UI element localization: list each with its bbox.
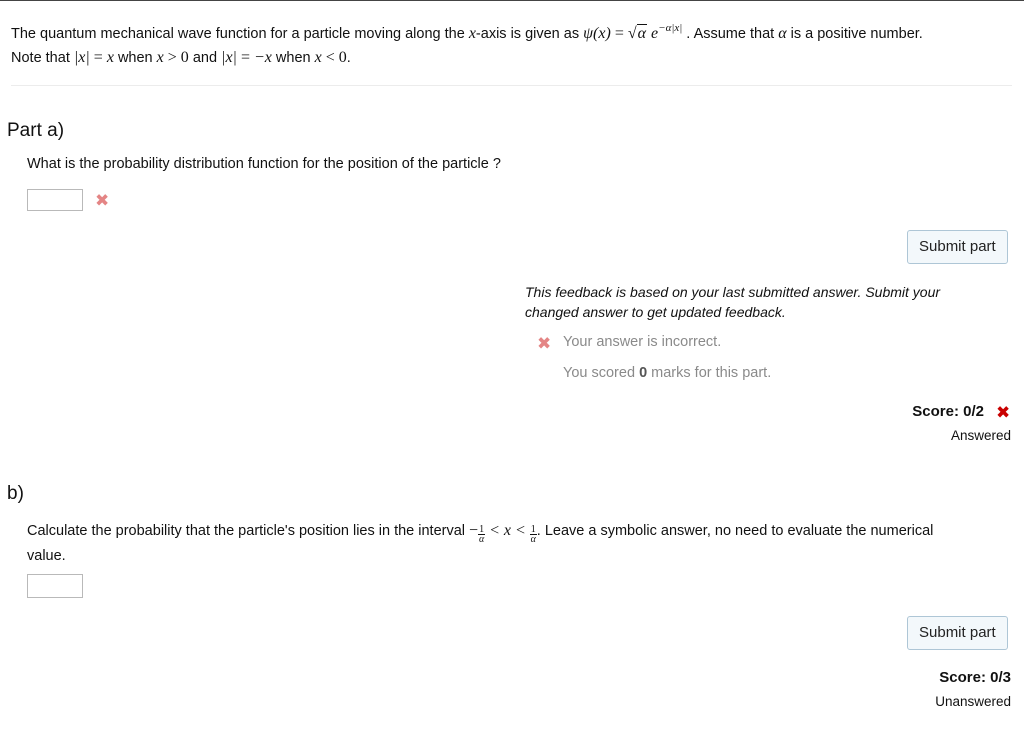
statement-line-2: Note that |x| = x when x > 0 and |x| = −x when x < 0. [11, 49, 351, 66]
part-b-submit-button[interactable]: Submit part [907, 616, 1008, 650]
marks-value: 0 [639, 365, 648, 381]
question-statement [11, 17, 1011, 70]
part-a-answer-input[interactable] [27, 189, 83, 211]
fraction-one-over-alpha-2: $\frac{1}{\alpha}$ [530, 524, 536, 545]
feedback-marks-text: You scored 0 marks for this part. [563, 365, 772, 381]
part-b-answer-input[interactable] [27, 574, 83, 598]
psi-of-x: ψ(x) [583, 25, 611, 42]
part-a-prompt: What is the probability distribution function for the position of the particle ? [27, 156, 501, 172]
part-b-heading: b) [7, 483, 24, 504]
top-border [0, 0, 1024, 1]
section-divider [11, 85, 1012, 86]
exponent: −α|x| [658, 22, 683, 34]
sqrt-argument: α [637, 25, 647, 42]
sqrt-symbol: √ [627, 25, 637, 42]
incorrect-cross-icon: ✖ [95, 191, 110, 210]
part-b-prompt: Calculate the probability that the particle's position lies in the interval − $\frac{1}{\alpha}$ < x < $\frac{1}{\alpha}$ . Leave a symbolic answer, no need to evaluate the numerical value. [27, 522, 934, 564]
score-cross-icon: ✖ [996, 403, 1011, 422]
part-a-heading: Part a) [7, 120, 65, 141]
part-b-status: Unanswered [935, 694, 1011, 709]
statement-line-1: The quantum mechanical wave function for a particle moving along the x-axis is given as ψ(x) = √α $e^{-\alpha|x|}$ . Assume that α is a positive number. [11, 22, 923, 42]
feedback-note: This feedback is based on your last submitted answer. Submit your changed answer to get updated feedback. [525, 284, 941, 320]
feedback-incorrect-text: Your answer is incorrect. [563, 334, 722, 350]
part-b-score: Score: 0/3 [939, 669, 1011, 686]
part-a-status: Answered [950, 428, 1011, 443]
part-a-submit-button[interactable]: Submit part [907, 230, 1008, 264]
fraction-one-over-alpha: $\frac{1}{\alpha}$ [478, 524, 485, 545]
feedback-cross-icon: ✖ [537, 334, 552, 353]
part-a-score: Score: 0/2 [912, 403, 984, 420]
